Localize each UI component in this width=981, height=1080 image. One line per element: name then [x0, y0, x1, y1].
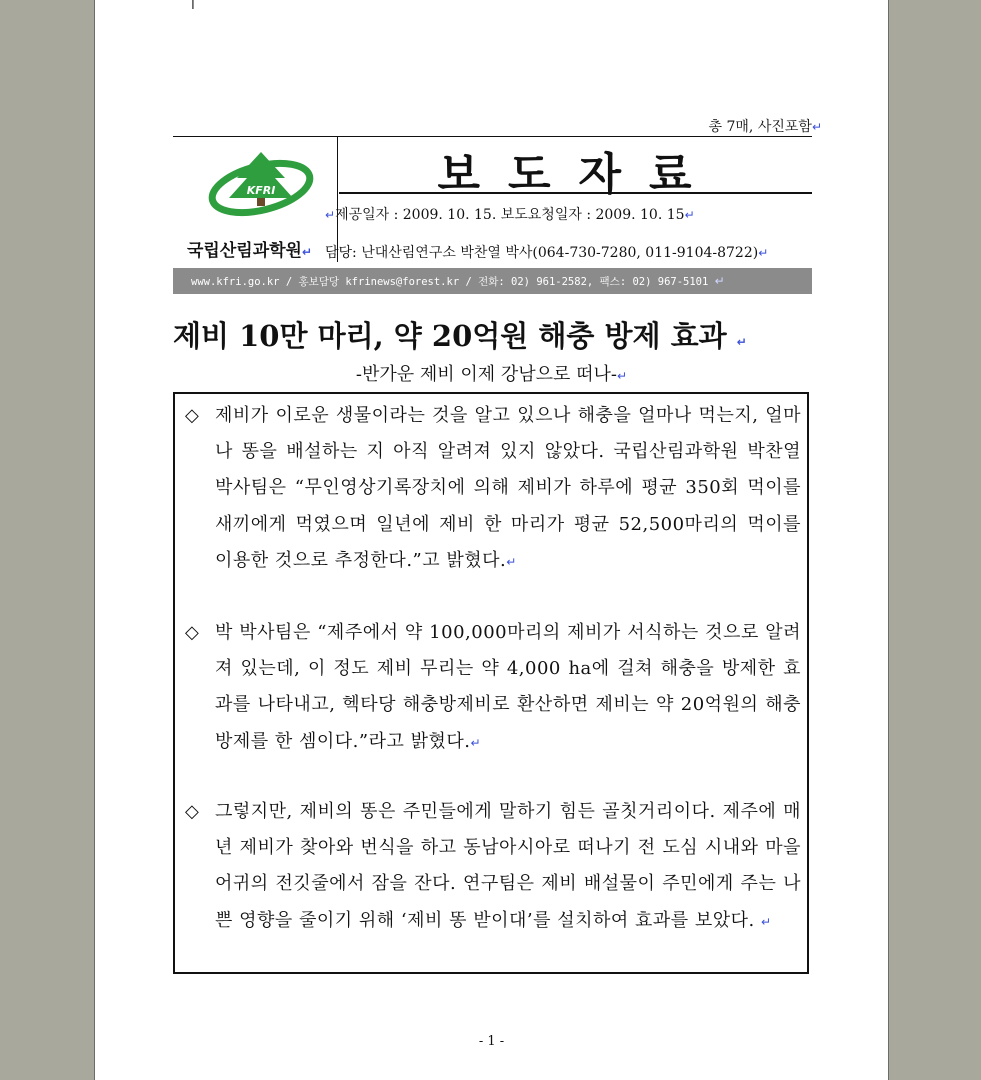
organization-name: 국립산림과학원↵: [187, 241, 313, 261]
paragraph-1: ◇ 제비가 이로운 생물이라는 것을 알고 있으나 해충을 얼마나 먹는지, 얼마나 똥을 배설하는 지 아직 알려져 있지 않았다. 국립산림과학원 박찬열 박사팀은 “무인영상기록장치에 의해 제비가 하루에 평균 350회 먹이를 새끼에게 먹였으며 일년에 제비 한 마리가 평균 52,500마리의 먹이를 이용한 것으로 추정한다.”고 밝혔다.↵: [185, 398, 801, 580]
text-cursor: I: [191, 0, 195, 13]
diamond-bullet-icon: ◇: [185, 801, 199, 822]
document-page: [94, 0, 889, 1080]
paragraph-3: ◇ 그렇지만, 제비의 똥은 주민들에게 말하기 힘든 골칫거리이다. 제주에 매년 제비가 찾아와 번식을 하고 동남아시아로 떠나기 전 도심 시내와 마을 어귀의 전깃줄에서 잠을 잔다. 연구팀은 제비 배설물이 주민에게 주는 나쁜 영향을 줄이기 위해 ‘제비 똥 받이대’를 설치하여 효과를 보았다. ↵: [185, 794, 801, 940]
article-headline: 제비 10만 마리, 약 20억원 해충 방제 효과 ↵: [173, 319, 747, 353]
diamond-bullet-icon: ◇: [185, 622, 199, 643]
title-underline: [339, 192, 812, 194]
page-number: - 1 -: [478, 1034, 505, 1049]
press-release-title: 보도자료: [437, 149, 720, 200]
svg-text:KFRI: KFRI: [246, 184, 276, 197]
diamond-bullet-icon: ◇: [185, 405, 199, 426]
page-count-note: 총 7매, 사진포함↵: [708, 119, 822, 135]
article-body-box: [173, 392, 809, 974]
kfri-logo: [203, 148, 319, 224]
contact-line: 담당: 난대산림연구소 박찬열 박사(064-730-7280, 011-9104-8722)↵: [325, 245, 769, 261]
header-top-rule: [173, 136, 812, 137]
article-subheadline: -반가운 제비 이제 강남으로 떠나-↵: [355, 364, 628, 385]
paragraph-2: ◇ 박 박사팀은 “제주에서 약 100,000마리의 제비가 서식하는 것으로 알려져 있는데, 이 정도 제비 무리는 약 4,000 ha에 걸쳐 해충을 방제한 효과를 나타내고, 헥타당 해충방제비로 환산하면 제비는 약 20억원의 해충 방제를 한 셈이다.”라고 밝혔다.↵: [185, 615, 801, 761]
contact-info-bar: www.kfri.go.kr / 홍보담당 kfrinews@forest.kr / 전화: 02) 961-2582, 팩스: 02) 967-5101 ↵: [173, 268, 812, 294]
release-dates: ↵제공일자 : 2009. 10. 15. 보도요청일자 : 2009. 10. 15↵: [325, 207, 695, 223]
